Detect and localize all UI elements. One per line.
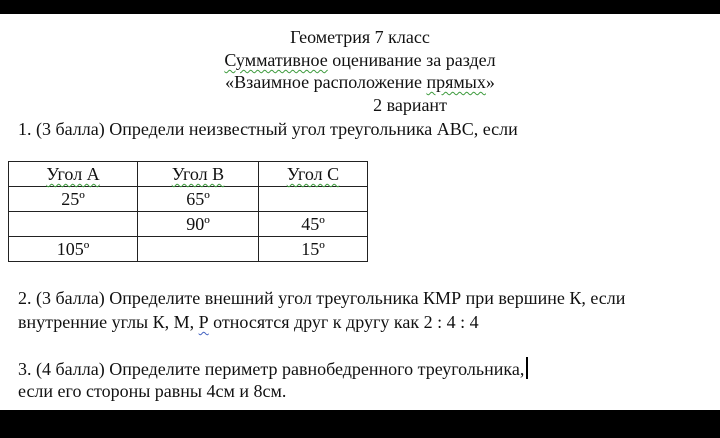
question-2-line-2 <box>18 311 479 333</box>
table-cell: 15º <box>259 237 368 262</box>
header-angle-c <box>259 162 368 187</box>
question-2-vertex-letter: Р <box>198 312 209 332</box>
subject-title: Геометрия 7 класс <box>290 27 430 47</box>
table-cell: 105º <box>9 237 138 262</box>
header-angle-b <box>138 162 259 187</box>
section-title-start: «Взаимное расположение <box>225 72 427 92</box>
section-title-word: прямых <box>426 72 486 92</box>
section-title <box>0 71 720 93</box>
table-cell <box>138 237 259 262</box>
question-3-line-2: если его стороны равны 4см и 8см. <box>18 381 287 401</box>
question-2-text-end: относятся друг к другу как 2 : 4 : 4 <box>208 312 479 332</box>
variant-label: 2 вариант <box>373 95 447 115</box>
header-angle-a <box>9 162 138 187</box>
table-cell: 45º <box>259 212 368 237</box>
question-3-text: 3. (4 балла) Определите периметр равнобедренного треугольника, <box>18 359 525 379</box>
question-2-line-1: 2. (3 балла) Определите внешний угол треугольника КМР при вершине К, если <box>18 288 626 308</box>
question-1: 1. (3 балла) Определи неизвестный угол треугольника АВС, если <box>18 119 518 139</box>
section-title-end: » <box>485 72 495 92</box>
table-cell <box>259 187 368 212</box>
assessment-title-rest: оценивание за раздел <box>327 50 496 70</box>
header-angle-a-text: Угол А <box>46 164 100 184</box>
table-row <box>9 212 368 237</box>
document-page <box>0 14 720 410</box>
angles-table <box>8 161 368 262</box>
table-row <box>9 237 368 262</box>
table-cell: 65º <box>138 187 259 212</box>
question-2-text-start: внутренние углы К, М, <box>18 312 199 332</box>
table-cell: 90º <box>138 212 259 237</box>
assessment-title <box>0 49 720 71</box>
table-cell <box>9 212 138 237</box>
table-row <box>9 187 368 212</box>
text-cursor <box>526 357 528 379</box>
header-angle-b-text: Угол В <box>171 164 225 184</box>
assessment-title-word: Суммативное <box>224 50 328 70</box>
question-3-line-1 <box>18 357 528 380</box>
table-cell: 25º <box>9 187 138 212</box>
table-header-row <box>9 162 368 187</box>
header-angle-c-text: Угол С <box>286 164 340 184</box>
